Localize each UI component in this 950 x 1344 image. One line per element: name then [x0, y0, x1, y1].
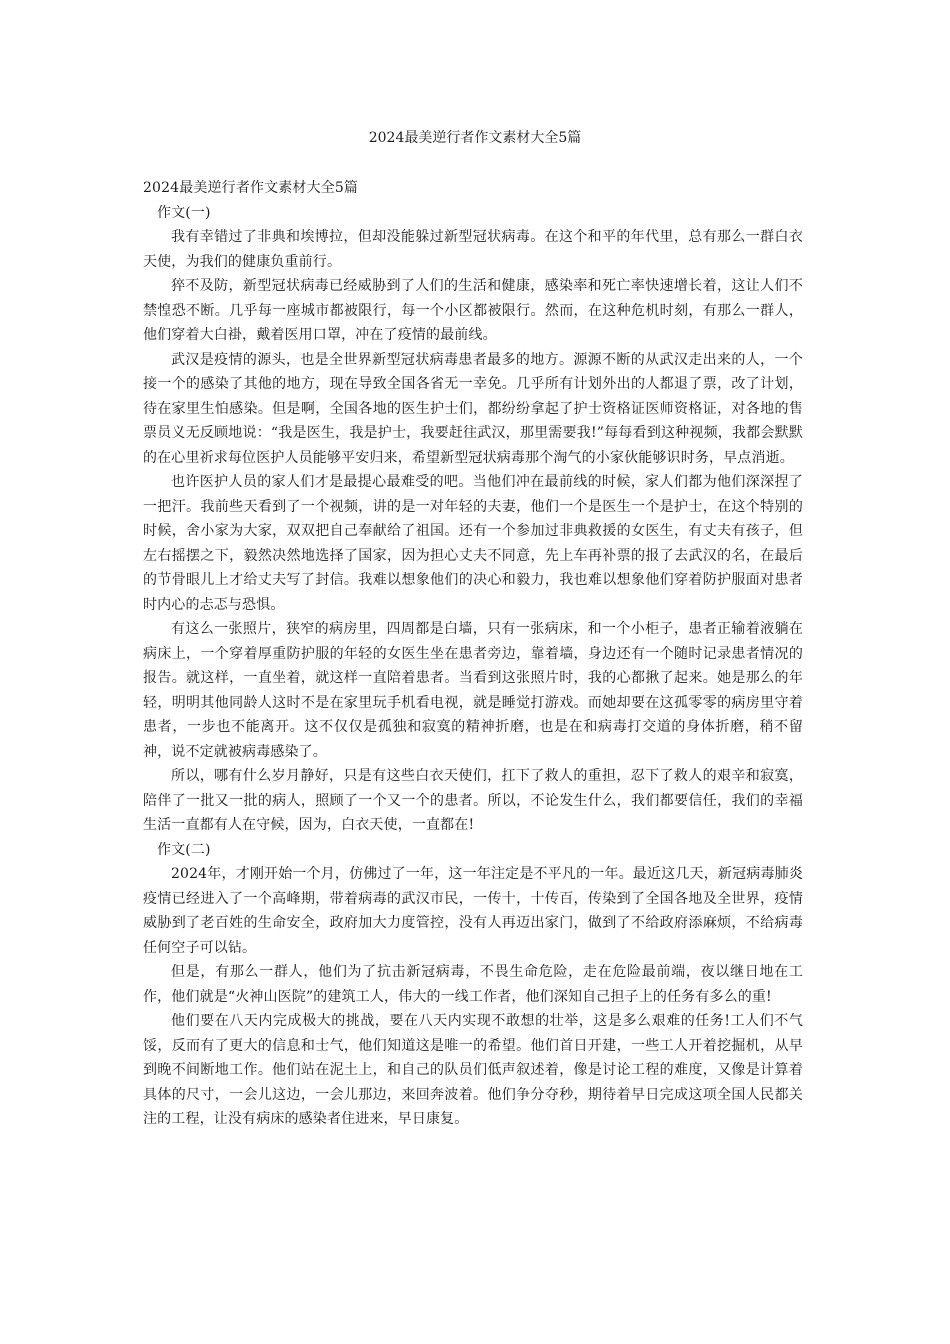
paragraph: 他们要在八天内完成极大的挑战，要在八天内实现不敢想的壮举，这是多么艰难的任务!工人们不气馁，反而有了更大的信息和士气，他们知道这是唯一的希望。他们首日开建，一些工人开着挖掘机，从早到晚不间断地工作。他们站在泥土上，和自己的队员们低声叙述着，像是讨论工程的难度，又像是计算着具体的尺寸，一会儿这边，一会儿那边，来回奔波着。他们争分夺秒，期待着早日完成这项全国人民都关注的工程，让没有病床的感染者住进来，早日康复。 [143, 1013, 803, 1127]
paragraph: 武汉是疫情的源头，也是全世界新型冠状病毒患者最多的地方。源源不断的从武汉走出来的人，一个接一个的感染了其他的地方，现在导致全国各省无一幸免。几乎所有计划外出的人都退了票，改了计划，待在家里生怕感染。但是啊，全国各地的医生护士们，都纷纷拿起了护士资格证医师资格证，对各地的售票员义无反顾地说：“我是医生，我是护士，我要赶往武汉，那里需要我!”每每看到这种视频，我都会默默的在心里祈求每位医护人员能够平安归来，希望新型冠状病毒那个淘气的小家伙能够识时务，早点消逝。 [143, 351, 803, 466]
paragraph: 所以，哪有什么岁月静好，只是有这些白衣天使们，扛下了救人的重担，忍下了救人的艰辛和寂寞，陪伴了一批又一批的病人，照顾了一个又一个的患者。所以，不论发生什么，我们都要信任，我们的幸福生活一直都有人在守候，因为，白衣天使，一直都在! [143, 768, 803, 833]
document-subtitle: 2024最美逆行者作文素材大全5篇 [143, 180, 359, 196]
document-body [143, 176, 803, 1132]
paragraph: 但是，有那么一群人，他们为了抗击新冠病毒，不畏生命危险，走在危险最前端，夜以继日地在工作，他们就是“火神山医院”的建筑工人，伟大的一线工作者，他们深知自己担子上的任务有多么的重! [143, 964, 803, 1005]
paragraph: 猝不及防，新型冠状病毒已经威胁到了人们的生活和健康，感染率和死亡率快速增长着，这让人们不禁惶恐不断。几乎每一座城市都被限行，每一个小区都被限行。然而，在这种危机时刻，有那么一群人，他们穿着大白褂，戴着医用口罩，冲在了疫情的最前线。 [143, 278, 803, 343]
section-heading-1: 作文(一) [157, 204, 211, 221]
paragraph: 有这么一张照片，狭窄的病房里，四周都是白墙，只有一张病床，和一个小柜子，患者正输着液躺在病床上，一个穿着厚重防护服的年轻的女医生坐在患者旁边，靠着墙，身边还有一个随时记录患者情况的报告。就这样，一直坐着，就这样一直陪着患者。当看到这张照片时，我的心都揪了起来。她是那么的年轻，明明其他同龄人这时不是在家里玩手机看电视，就是睡觉打游戏。而她却要在这孤零零的病房里守着患者，一步也不能离开。这不仅仅是孤独和寂寞的精神折磨，也是在和病毒打交道的身体折磨，稍不留神，说不定就被病毒感染了。 [143, 621, 803, 760]
section-heading-2: 作文(二) [157, 841, 211, 858]
paragraph: 我有幸错过了非典和埃博拉，但却没能躲过新型冠状病毒。在这个和平的年代里，总有那么一群白衣天使，为我们的健康负重前行。 [143, 229, 803, 270]
paragraph: 2024年，才刚开始一个月，仿佛过了一年，这一年注定是不平凡的一年。最近这几天，新冠病毒肺炎疫情已经进入了一个高峰期，带着病毒的武汉市民，一传十，十传百，传染到了全国各地及全世界，疫情威胁到了老百姓的生命安全，政府加大力度管控，没有人再迈出家门，做到了不给政府添麻烦，不给病毒任何空子可以钻。 [143, 866, 803, 956]
paragraph: 也许医护人员的家人们才是最提心最难受的吧。当他们冲在最前线的时候，家人们都为他们深深捏了一把汗。我前些天看到了一个视频，讲的是一对年轻的夫妻，他们一个是医生一个是护士，在这个特别的时候，舍小家为大家，双双把自己奉献给了祖国。还有一个参加过非典救援的女医生，有丈夫有孩子，但左右摇摆之下，毅然决然地选择了国家，因为担心丈夫不同意，先上车再补票的报了去武汉的名，在最后的节骨眼儿上才给丈夫写了封信。我难以想象他们的决心和毅力，我也难以想象他们穿着防护服面对患者时内心的忐忑与恐惧。 [143, 474, 803, 613]
document-title: 2024最美逆行者作文素材大全5篇 [368, 130, 582, 146]
